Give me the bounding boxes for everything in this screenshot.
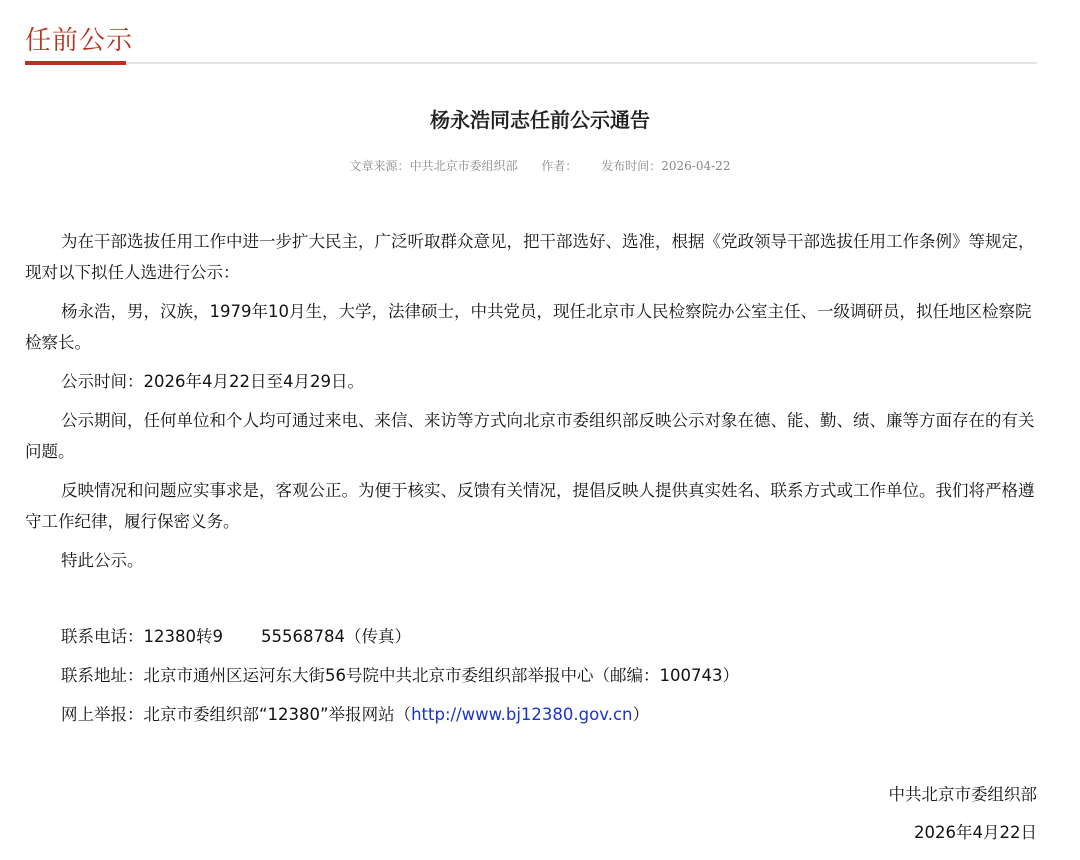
header-accent-bar [25,61,126,65]
meta-source [350,159,518,173]
meta-date [601,159,730,173]
contact-address-label: 联系地址： [61,666,144,685]
meta-source-label: 文章来源： [349,159,410,173]
signature-organization: 中共北京市委组织部 [888,785,1037,804]
contact-address-line [61,660,1021,691]
paragraph-requirements: 反映情况和问题应实事求是，客观公正。为便于核实、反馈有关情况，提倡反映人提供真实姓名、联系方式或工作单位。我们将严格遵守工作纪律，履行保密义务。 [25,481,1035,531]
paragraph-candidate: 杨永浩，男，汉族，1979年10月生，大学，法律硕士，中共党员，现任北京市人民检察院办公室主任、一级调研员，拟任地区检察院检察长。 [25,302,1032,352]
article-meta [0,156,1080,176]
contact-online-label: 网上举报： [61,705,144,724]
article-body [25,226,1037,584]
contact-phone-label: 联系电话： [61,627,144,646]
paragraph-closing: 特此公示。 [61,551,144,570]
contact-online-line [61,699,1021,730]
meta-author-label: 作者： [541,159,578,173]
meta-source-value: 中共北京市委组织部 [409,159,518,173]
article-title: 杨永浩同志任前公示通告 [430,108,650,132]
contact-online-close: ） [632,705,649,724]
contact-online-text: 北京市委组织部“12380”举报网站（ [143,705,412,724]
contact-info [61,621,1021,738]
contact-address: 北京市通州区运河东大街56号院中共北京市委组织部举报中心（邮编：100743） [143,666,739,685]
paragraph-report-channels: 公示期间，任何单位和个人均可通过来电、来信、来访等方式向北京市委组织部反映公示对象在德、能、勤、绩、廉等方面存在的有关问题。 [25,411,1035,461]
paragraph-intro: 为在干部选拔任用工作中进一步扩大民主，广泛听取群众意见，把干部选好、选准，根据《党政领导干部选拔任用工作条例》等规定，现对以下拟任人选进行公示： [25,232,1035,282]
section-title: 任前公示 [25,26,134,56]
contact-fax: 55568784（传真） [261,627,411,646]
signature-date: 2026年4月22日 [914,823,1037,842]
meta-author [541,159,577,173]
meta-date-value: 2026-04-22 [661,159,731,173]
section-header [25,0,1037,66]
paragraph-period: 公示时间：2026年4月22日至4月29日。 [61,372,364,391]
contact-phone-line [61,621,1021,652]
contact-phone: 12380转9 [143,627,223,646]
meta-date-label: 发布时间： [601,159,662,173]
header-divider [25,62,1037,64]
report-website-link[interactable]: http://www.bj12380.gov.cn [411,705,633,724]
